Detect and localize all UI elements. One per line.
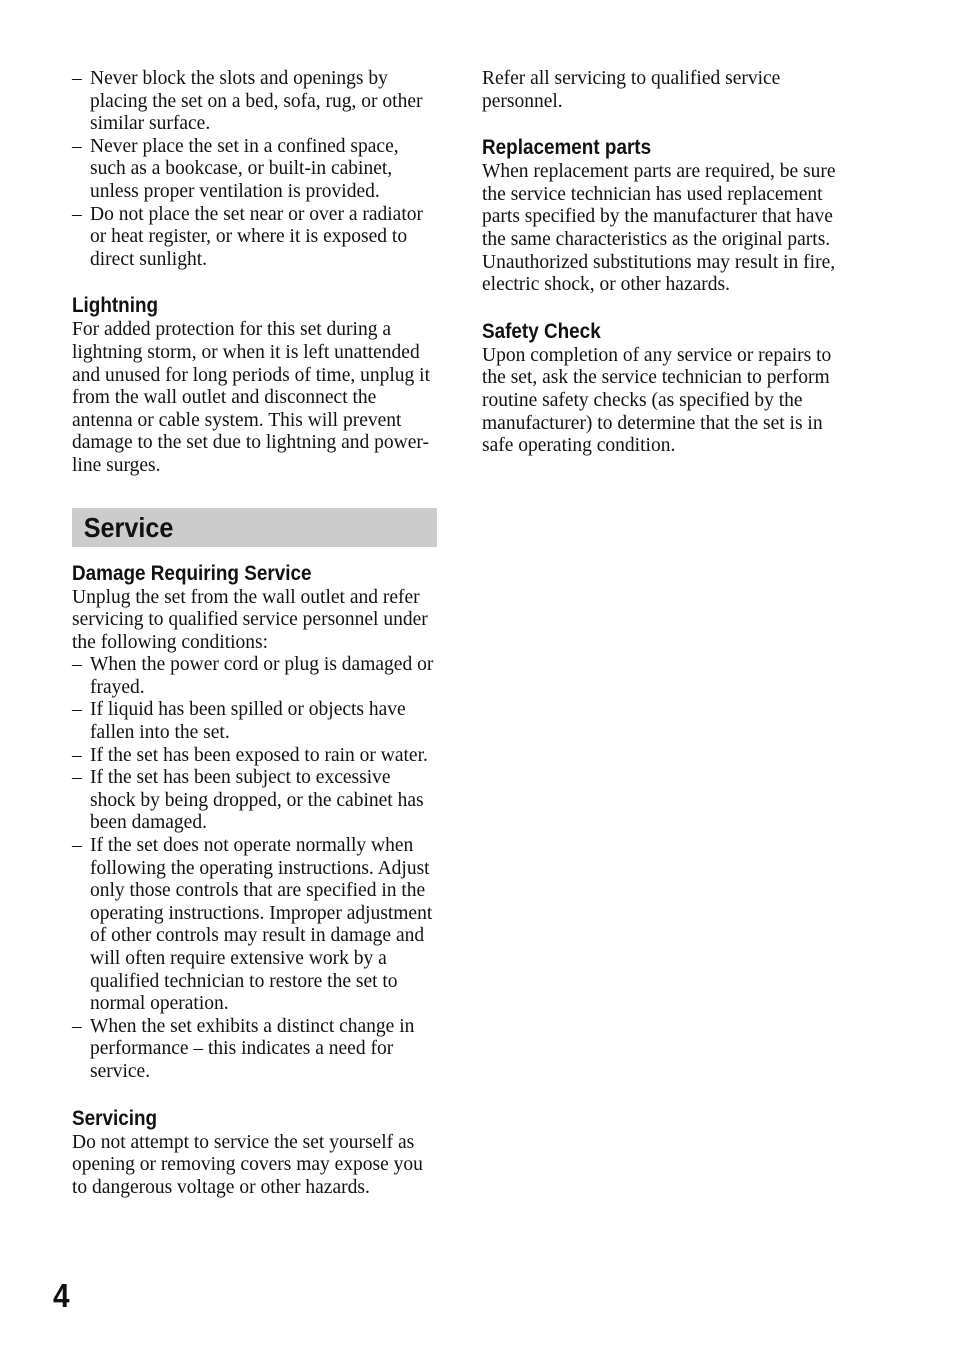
damage-intro: Unplug the set from the wall outlet and refer servicing to qualified service personnel under the following conditions: (72, 586, 428, 653)
page-number: 4 (53, 1277, 70, 1314)
list-item: – When the set exhibits a distinct change in performance – this indicates a need for service. (72, 1016, 438, 1084)
damage-conditions-list (72, 654, 438, 1083)
list-item: – If the set has been exposed to rain or water. (72, 745, 438, 768)
list-item: – When the power cord or plug is damaged or frayed. (72, 654, 438, 699)
list-item: – If liquid has been spilled or objects have fallen into the set. (72, 699, 438, 744)
list-item: – If the set does not operate normally when following the operating instructions. Adjust only those controls that are specified in the operating instructions. Improper adjustment of other controls may result in damage and will often require extensive work by a qualified technician to restore the set to normal operation. (72, 835, 438, 1016)
left-column (72, 68, 438, 1199)
replacement-body: When replacement parts are required, be sure the service technician has used replacement parts specified by the manufacturer that have the same characteristics as the original parts. Unauthorized substitutions may result in fire, electric shock, or other hazards. (482, 161, 836, 296)
list-item: – If the set has been subject to excessive shock by being dropped, or the cabinet has been damaged. (72, 767, 438, 835)
servicing-heading: Servicing (72, 1106, 158, 1130)
lightning-heading: Lightning (72, 294, 159, 318)
right-column (482, 68, 844, 458)
servicing-continuation: Refer all servicing to qualified service personnel. (482, 68, 781, 112)
safety-body: Upon completion of any service or repairs to the set, ask the service technician to perform routine safety checks (as specified by the manufacturer) to determine that the set is in safe operating condition. (482, 344, 832, 457)
list-item: – Do not place the set near or over a radiator or heat register, or where it is exposed to direct sunlight. (72, 204, 438, 272)
list-item: – Never block the slots and openings by placing the set on a bed, sofa, rug, or other similar surface. (72, 68, 438, 136)
replacement-heading: Replacement parts (482, 136, 652, 160)
safety-heading: Safety Check (482, 319, 601, 343)
service-section-band (72, 508, 437, 547)
list-item: – Never place the set in a confined space, such as a bookcase, or built-in cabinet, unless proper ventilation is provided. (72, 136, 438, 204)
lightning-body: For added protection for this set during a lightning storm, or when it is left unattended and unused for long periods of time, unplug it from the wall outlet and disconnect the antenna or cable system. This will prevent damage to the set due to lightning and power-line surges. (72, 319, 430, 476)
servicing-body: Do not attempt to service the set yourself as opening or removing covers may expose you to dangerous voltage or other hazards. (72, 1131, 423, 1198)
placement-warnings-list (72, 68, 438, 271)
damage-heading: Damage Requiring Service (72, 561, 312, 585)
service-section-title: Service (83, 511, 174, 543)
